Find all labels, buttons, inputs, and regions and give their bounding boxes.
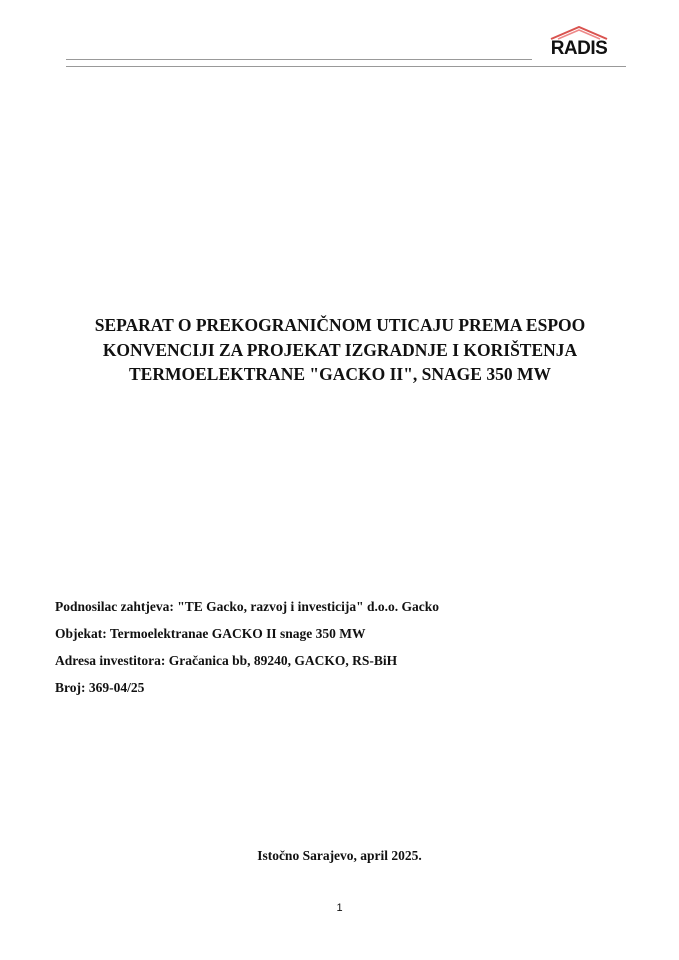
field-object: Objekat: Termoelektranae GACKO II snage 350 MW xyxy=(55,626,366,641)
header-rule-short xyxy=(66,59,532,60)
place-date: Istočno Sarajevo, april 2025. xyxy=(257,848,422,863)
title-line: KONVENCIJI ZA PROJEKAT IZGRADNJE I KORIŠTENJA xyxy=(102,339,578,360)
field-number: Broj: 369-04/25 xyxy=(55,680,145,695)
radis-logo xyxy=(546,26,612,64)
title-line: TERMOELEKTRANE "GACKO II", SNAGE 350 MW xyxy=(129,364,551,384)
title-line: SEPARAT O PREKOGRANIČNOM UTICAJU PREMA ESPOO xyxy=(94,315,586,335)
document-title xyxy=(40,313,640,387)
field-applicant: Podnosilac zahtjeva: "TE Gacko, razvoj i investicija" d.o.o. Gacko xyxy=(55,599,439,614)
logo-text: RADIS xyxy=(550,38,608,59)
page-number: 1 xyxy=(336,902,343,914)
field-address: Adresa investitora: Gračanica bb, 89240, GACKO, RS-BiH xyxy=(55,653,398,668)
header-rule-long xyxy=(66,66,626,67)
